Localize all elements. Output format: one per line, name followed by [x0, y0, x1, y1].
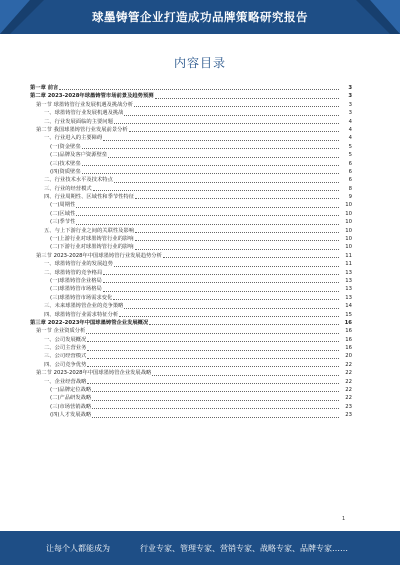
toc-entry[interactable]: [30, 327, 352, 335]
toc-entry-title: 五、与上下游行业之间的关联性及影响: [44, 227, 135, 234]
toc-entry-title: 第二章 2023-2028年球墨铸管市场前景及趋势预测: [30, 93, 154, 100]
footer-slogan: 让每个人都能成为: [46, 543, 110, 553]
toc-entry[interactable]: [30, 311, 352, 319]
report-header: [0, 0, 400, 34]
toc-entry[interactable]: [30, 109, 352, 117]
toc-entry[interactable]: [30, 319, 352, 327]
toc-dot-leader: [124, 308, 339, 309]
toc-dot-leader: [119, 316, 339, 317]
toc-entry-title: 一、球墨铸管行业发展机遇及挑战: [44, 110, 124, 117]
toc-entry-title: (一)资金壁垒: [50, 143, 81, 150]
toc-entry-title: 三、行业的经营模式: [44, 185, 92, 192]
toc-dot-leader: [92, 400, 339, 401]
toc-dot-leader: [135, 198, 339, 199]
toc-entry[interactable]: [30, 260, 352, 268]
toc-entry[interactable]: [30, 361, 352, 369]
toc-entry-page: 9: [348, 194, 352, 201]
toc-entry[interactable]: [30, 151, 352, 159]
toc-entry[interactable]: [30, 193, 352, 201]
toc-entry[interactable]: [30, 403, 352, 411]
toc-dot-leader: [129, 131, 339, 132]
toc-entry[interactable]: [30, 143, 352, 151]
toc-entry[interactable]: [30, 344, 352, 352]
toc-entry-page: 16: [345, 328, 352, 335]
toc-entry-title: (二)品牌及客户资源壁垒: [50, 152, 108, 159]
toc-dot-leader: [108, 157, 339, 158]
toc-dot-leader: [114, 123, 339, 124]
table-of-contents: [30, 84, 352, 420]
toc-entry[interactable]: [30, 168, 352, 176]
report-title: 球墨铸管企业打造成功品牌策略研究报告: [92, 10, 308, 24]
toc-entry[interactable]: [30, 235, 352, 243]
toc-dot-leader: [155, 98, 339, 99]
toc-entry-title: (一)上游行业对球墨铸管行业的影响: [50, 236, 134, 243]
toc-dot-leader: [82, 173, 339, 174]
toc-entry[interactable]: [30, 101, 352, 109]
toc-entry[interactable]: [30, 411, 352, 419]
toc-entry[interactable]: [30, 84, 352, 92]
toc-entry-page: 22: [345, 387, 352, 394]
toc-entry[interactable]: [30, 126, 352, 134]
toc-dot-leader: [163, 257, 339, 258]
toc-dot-leader: [86, 333, 339, 334]
toc-dot-leader: [135, 232, 339, 233]
toc-entry-page: 6: [348, 160, 352, 167]
toc-entry-title: 第二节 我国球墨铸管行业发展前景分析: [36, 126, 128, 133]
header-left-decoration-icon: [0, 0, 44, 34]
toc-entry-page: 22: [345, 361, 352, 368]
toc-entry-page: 6: [348, 177, 352, 184]
toc-entry-page: 3: [348, 110, 352, 117]
toc-dot-leader: [92, 417, 339, 418]
toc-entry[interactable]: [30, 243, 352, 251]
toc-entry[interactable]: [30, 336, 352, 344]
toc-entry-page: 14: [345, 303, 352, 310]
toc-entry-page: 10: [345, 236, 352, 243]
toc-dot-leader: [149, 324, 339, 325]
toc-entry-title: (三)技术壁垒: [50, 160, 81, 167]
toc-entry-page: 13: [345, 277, 352, 284]
toc-entry-page: 16: [345, 345, 352, 352]
toc-entry-page: 23: [345, 412, 352, 419]
toc-entry-page: 3: [348, 101, 352, 108]
toc-entry-page: 10: [345, 202, 352, 209]
toc-entry-title: 三、公司经营模式: [44, 353, 87, 360]
toc-dot-leader: [152, 375, 339, 376]
toc-entry-page: 11: [345, 252, 352, 259]
toc-dot-leader: [124, 115, 339, 116]
toc-entry[interactable]: [30, 92, 352, 100]
toc-entry-title: 第三章 2022-2023年中国球墨铸管企业发展概况: [30, 319, 149, 326]
toc-entry-title: (一)品牌定位战略: [50, 387, 92, 394]
toc-entry-title: (三)球墨铸管市场需求变化: [50, 294, 113, 301]
toc-entry[interactable]: [30, 218, 352, 226]
toc-entry-title: 二、行业发展面临的主要问题: [44, 118, 113, 125]
toc-dot-leader: [92, 391, 339, 392]
toc-entry-page: 10: [345, 244, 352, 251]
toc-dot-leader: [114, 266, 339, 267]
toc-entry[interactable]: [30, 285, 352, 293]
toc-dot-leader: [76, 215, 339, 216]
toc-entry-page: 23: [345, 403, 352, 410]
toc-entry-page: 5: [348, 143, 352, 150]
toc-entry[interactable]: [30, 277, 352, 285]
toc-dot-leader: [76, 224, 339, 225]
toc-entry-title: 第三节 2023-2028年中国球墨铸管行业发展趋势分析: [36, 252, 162, 259]
toc-dot-leader: [87, 383, 339, 384]
toc-title: 内容目录: [173, 56, 226, 70]
toc-dot-leader: [76, 207, 339, 208]
toc-entry[interactable]: [30, 134, 352, 142]
toc-entry-title: 四、球墨铸管行业需求特征分析: [44, 311, 119, 318]
toc-entry[interactable]: [30, 176, 352, 184]
toc-entry-title: (三)市场营销战略: [50, 403, 92, 410]
toc-entry-title: 二、球墨铸管的竞争格局: [44, 269, 103, 276]
toc-entry-page: 13: [345, 294, 352, 301]
toc-entry[interactable]: [30, 185, 352, 193]
toc-entry-page: 3: [348, 93, 352, 100]
toc-entry-page: 5: [348, 152, 352, 159]
toc-entry[interactable]: [30, 201, 352, 209]
toc-entry-title: (四)人才发展战略: [50, 412, 92, 419]
toc-entry-title: 三、未来球墨铸管企业的竞争策略: [44, 303, 124, 310]
toc-entry[interactable]: [30, 302, 352, 310]
toc-entry-page: 13: [345, 269, 352, 276]
toc-entry-title: 第一章 前言: [30, 84, 59, 91]
toc-dot-leader: [59, 89, 339, 90]
toc-entry-page: 20: [345, 353, 352, 360]
toc-dot-leader: [87, 341, 339, 342]
toc-entry-page: 10: [345, 227, 352, 234]
toc-entry-title: 一、行业进入的主要障碍: [44, 135, 103, 142]
toc-entry[interactable]: [30, 294, 352, 302]
toc-dot-leader: [92, 408, 339, 409]
toc-entry[interactable]: [30, 160, 352, 168]
toc-entry-title: 一、球墨铸管行业的发展趋势: [44, 261, 113, 268]
toc-entry-title: (一)周期性: [50, 202, 76, 209]
toc-dot-leader: [93, 190, 339, 191]
toc-entry-title: 四、公司竞争优势: [44, 361, 87, 368]
toc-entry-page: 16: [345, 336, 352, 343]
toc-entry[interactable]: [30, 386, 352, 394]
report-footer: [0, 531, 400, 565]
toc-entry-page: 13: [345, 286, 352, 293]
toc-entry-page: 6: [348, 168, 352, 175]
toc-entry[interactable]: [30, 269, 352, 277]
toc-entry-title: 一、企业经营战略: [44, 378, 87, 385]
footer-tagline: 行业专家、管理专家、营销专家、战略专家、品牌专家……: [140, 543, 348, 553]
toc-entry-page: 10: [345, 210, 352, 217]
toc-dot-leader: [82, 165, 339, 166]
toc-dot-leader: [87, 358, 339, 359]
toc-entry-page: 4: [348, 126, 352, 133]
toc-entry-title: (二)产品研发战略: [50, 395, 92, 402]
toc-entry-page: 22: [345, 378, 352, 385]
toc-entry-page: 3: [348, 84, 352, 91]
toc-dot-leader: [87, 366, 339, 367]
toc-entry-page: 4: [348, 118, 352, 125]
toc-entry-title: 第一节 企业资质分析: [36, 328, 86, 335]
toc-dot-leader: [103, 274, 339, 275]
toc-entry-title: (二)区域性: [50, 210, 76, 217]
toc-entry-title: (一)球墨铸管企业格局: [50, 277, 102, 284]
toc-entry-title: (三)季节性: [50, 219, 76, 226]
toc-dot-leader: [103, 282, 339, 283]
toc-entry-page: 22: [345, 395, 352, 402]
toc-entry[interactable]: [30, 369, 352, 377]
toc-entry[interactable]: [30, 227, 352, 235]
toc-entry-page: 10: [345, 219, 352, 226]
toc-dot-leader: [103, 291, 339, 292]
toc-dot-leader: [135, 249, 339, 250]
toc-entry-title: 第二节 2023-2028年中国球墨铸管企业发展战略: [36, 370, 152, 377]
toc-entry-title: 一、公司发展概况: [44, 336, 87, 343]
toc-dot-leader: [134, 106, 339, 107]
toc-entry-title: (四)资质壁垒: [50, 168, 81, 175]
toc-dot-leader: [103, 140, 339, 141]
toc-entry[interactable]: [30, 210, 352, 218]
toc-entry-title: 二、行业技术水平及技术特点: [44, 177, 113, 184]
toc-entry-page: 4: [348, 135, 352, 142]
toc-entry-page: 11: [345, 261, 352, 268]
toc-entry[interactable]: [30, 118, 352, 126]
toc-entry-page: 8: [348, 185, 352, 192]
toc-entry[interactable]: [30, 394, 352, 402]
toc-dot-leader: [114, 182, 339, 183]
toc-dot-leader: [135, 240, 339, 241]
toc-entry[interactable]: [30, 353, 352, 361]
toc-entry[interactable]: [30, 252, 352, 260]
toc-entry-page: 22: [345, 370, 352, 377]
toc-entry-page: 15: [345, 311, 352, 318]
toc-dot-leader: [87, 350, 339, 351]
toc-entry-page: 16: [344, 319, 352, 326]
toc-entry-title: 二、公司主营业务: [44, 345, 87, 352]
toc-dot-leader: [82, 148, 339, 149]
toc-entry-title: (二)下游行业对球墨铸管行业的影响: [50, 244, 134, 251]
toc-entry[interactable]: [30, 378, 352, 386]
toc-entry-title: 四、行业周期性、区域性和季节性特征: [44, 194, 135, 201]
toc-entry-title: (二)球墨铸管市场格局: [50, 286, 102, 293]
toc-dot-leader: [113, 299, 339, 300]
header-right-decoration-icon: [356, 0, 400, 34]
page-number: 1: [342, 516, 346, 522]
toc-entry-title: 第一节 球墨铸管行业发展机遇及挑战分析: [36, 101, 134, 108]
